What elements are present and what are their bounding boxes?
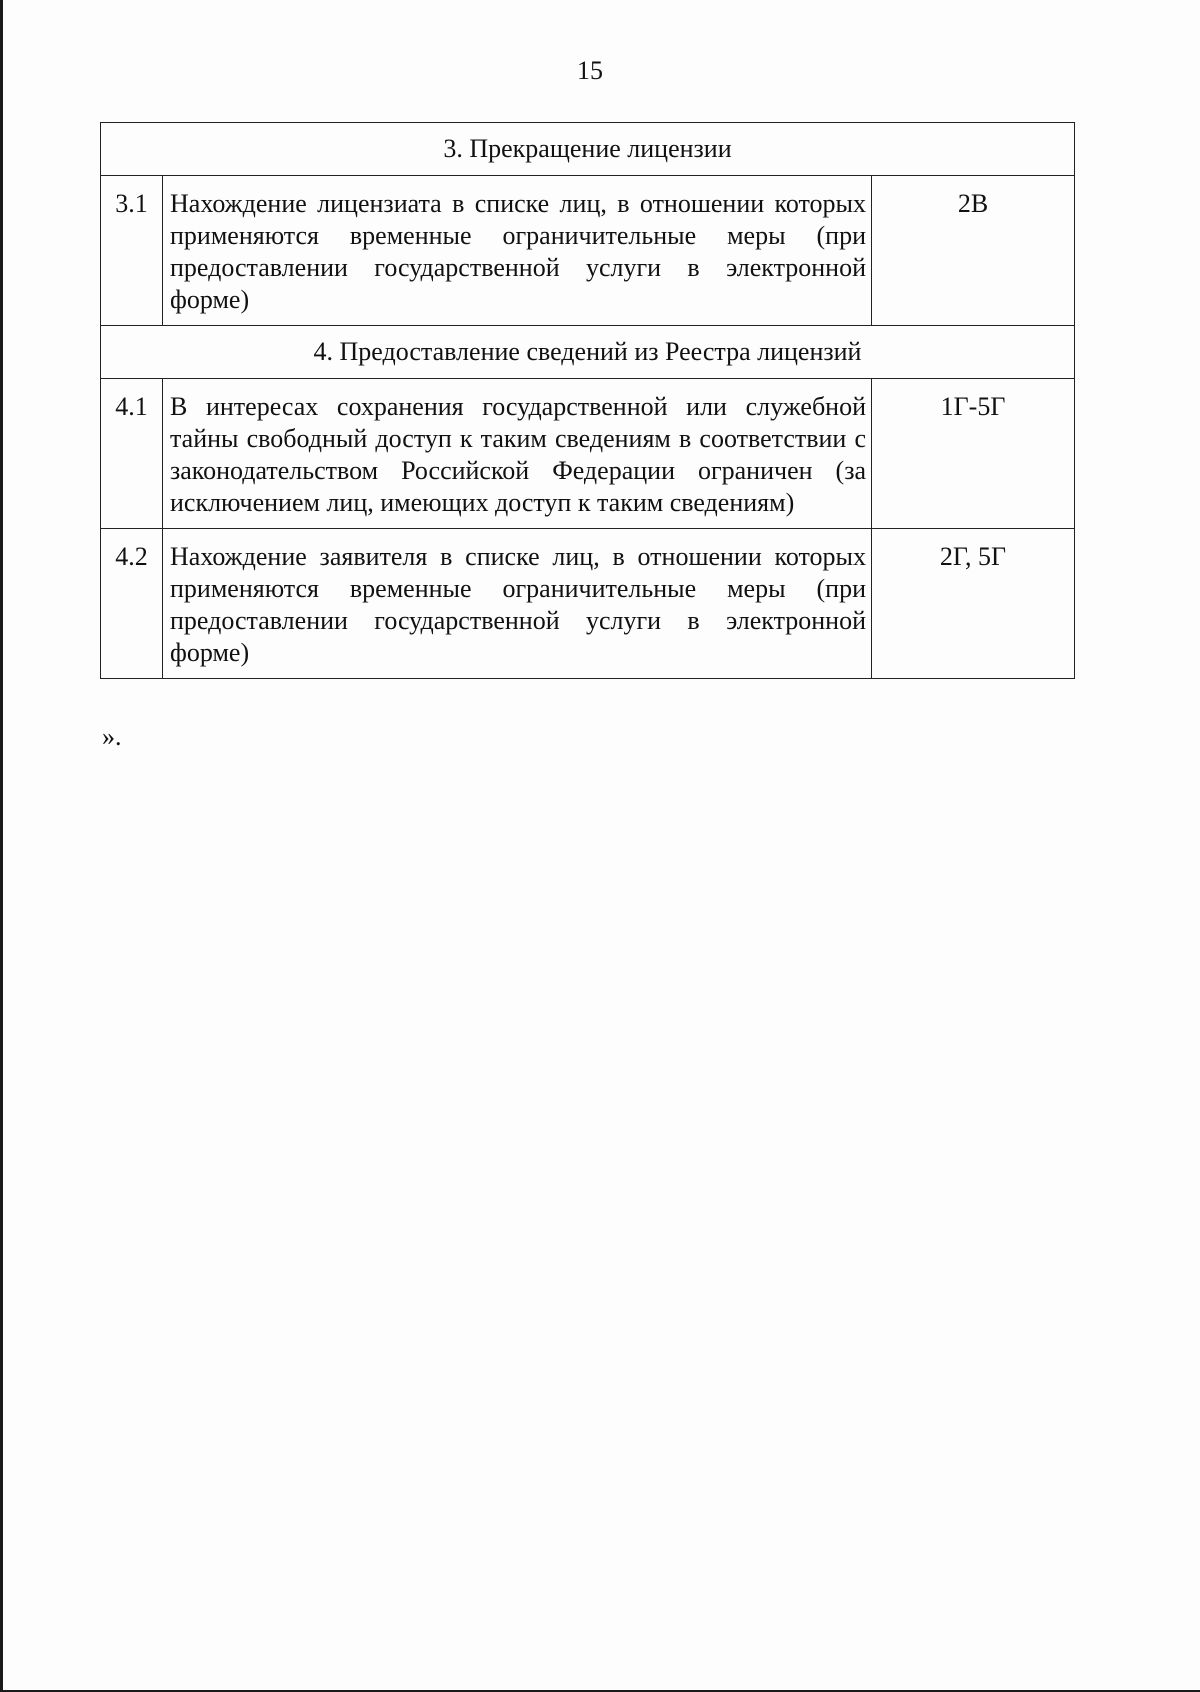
table-row <box>101 176 1075 326</box>
table-row <box>101 529 1075 679</box>
row-description: Нахождение лицензиата в списке лиц, в отношении которых применяются временные ограничительные меры (при предоставлении государственной услуги в электронной форме) <box>163 176 872 326</box>
section-header-row <box>101 326 1075 379</box>
restrictions-table <box>100 122 1075 679</box>
closing-quote-mark: ». <box>102 722 122 751</box>
row-code: 2Г, 5Г <box>872 529 1075 679</box>
page-number: 15 <box>577 56 603 85</box>
scan-edge-left <box>0 0 3 1692</box>
row-code: 2В <box>872 176 1075 326</box>
row-description: Нахождение заявителя в списке лиц, в отношении которых применяются временные ограничительные меры (при предоставлении государственной услуги в электронной форме) <box>163 529 872 679</box>
row-description: В интересах сохранения государственной или служебной тайны свободный доступ к таким сведениям в соответствии с законодательством Российской Федерации ограничен (за исключением лиц, имеющих доступ к таким сведениям) <box>163 379 872 529</box>
section-header-row <box>101 123 1075 176</box>
row-code: 1Г-5Г <box>872 379 1075 529</box>
row-number: 4.2 <box>101 529 163 679</box>
section-heading: 4. Предоставление сведений из Реестра лицензий <box>101 326 1075 379</box>
row-number: 3.1 <box>101 176 163 326</box>
section-heading: 3. Прекращение лицензии <box>101 123 1075 176</box>
row-number: 4.1 <box>101 379 163 529</box>
table-row <box>101 379 1075 529</box>
